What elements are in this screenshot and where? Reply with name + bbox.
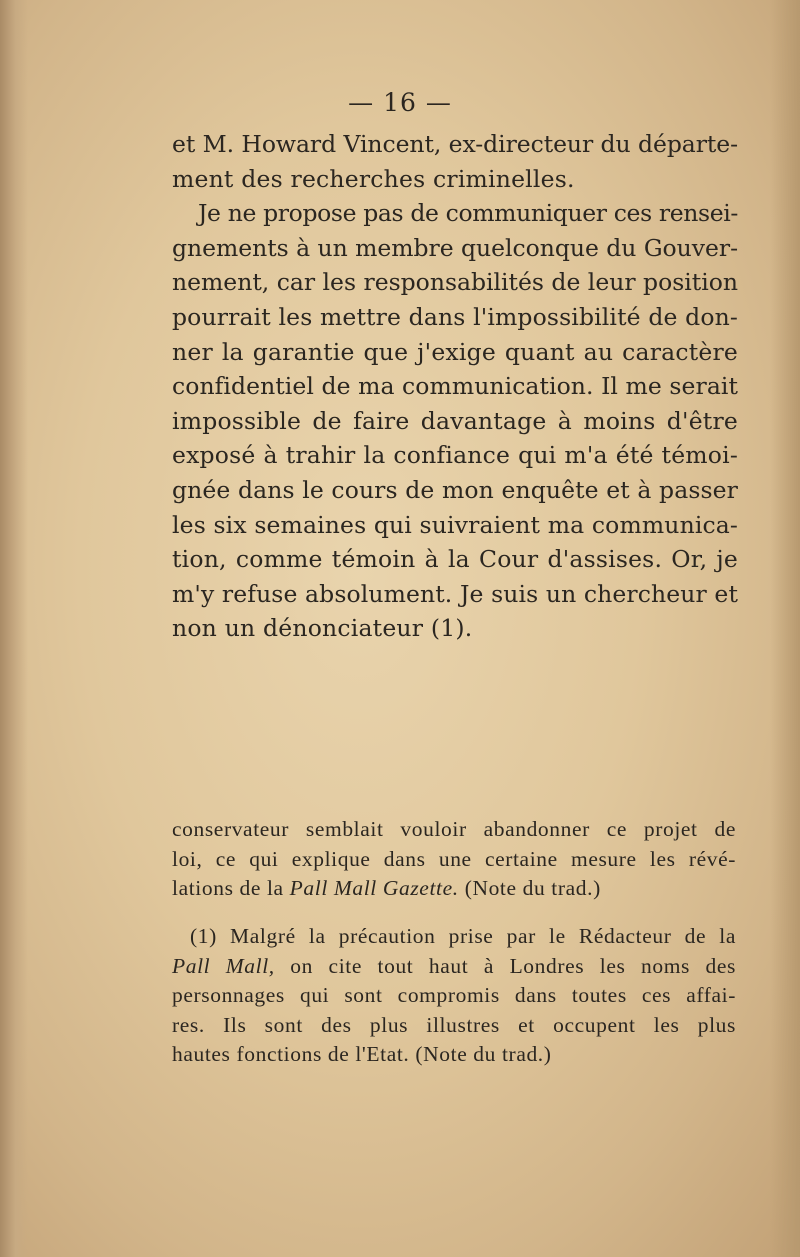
text-line: pourrait les mettre dans l'impossibilité de don- (172, 302, 738, 331)
text-line: non un dénonciateur (1). (172, 614, 473, 643)
publication-title: Pall Mall Gazette. (289, 876, 459, 900)
text-line: tion, comme témoin à la Cour d'assises. Or, je (172, 545, 738, 574)
text-line: exposé à trahir la confiance qui m'a été témoi- (172, 441, 738, 470)
footnote-line (172, 874, 736, 904)
text-line: impossible de faire davantage à moins d'être (172, 406, 738, 435)
text-line: m'y refuse absolument. Je suis un chercheur et (172, 579, 738, 608)
page-number: — 16 — (348, 88, 452, 117)
footnote-line: personnages qui sont compromis dans toutes ces affai- (172, 983, 736, 1007)
footnote-continuation (172, 815, 736, 904)
footnote-line: (1) Malgré la précaution prise par le Rédacteur de la (190, 924, 736, 948)
text-line: et M. Howard Vincent, ex-directeur du départe- (172, 130, 738, 158)
text-line: nement, car les responsabilités de leur position (172, 268, 738, 297)
footnote-text: (Note du trad.) (458, 876, 601, 900)
text-line: ner la garantie que j'exige quant au caractère (172, 337, 738, 366)
text-line: ment des recherches criminelles. (172, 164, 575, 193)
text-line: gnements à un membre quelconque du Gouver- (172, 233, 738, 262)
footnote-line: hautes fonctions de l'Etat. (Note du trad.) (172, 1042, 552, 1066)
footnote-text: lations de la (172, 876, 290, 900)
footnote-line: conservateur semblait vouloir abandonner ce projet de (172, 817, 736, 841)
text-line: Je ne propose pas de communiquer ces rensei- (198, 199, 738, 228)
main-text-block (172, 127, 738, 646)
publication-title: Pall Mall, (172, 953, 275, 978)
footnote-line: loi, ce qui explique dans une certaine mesure les révé- (172, 846, 736, 871)
text-line: gnée dans le cours de mon enquête et à passer (172, 475, 738, 504)
text-line: les six semaines qui suivraient ma communica- (172, 510, 738, 539)
footnote-line: res. Ils sont des plus illustres et occupent les plus (172, 1012, 736, 1037)
footnote-line (172, 952, 736, 982)
text-line: confidentiel de ma communication. Il me serait (172, 372, 738, 401)
footnote-text: on cite tout haut à Londres les noms des (274, 953, 736, 978)
footnote-1 (172, 922, 736, 1070)
